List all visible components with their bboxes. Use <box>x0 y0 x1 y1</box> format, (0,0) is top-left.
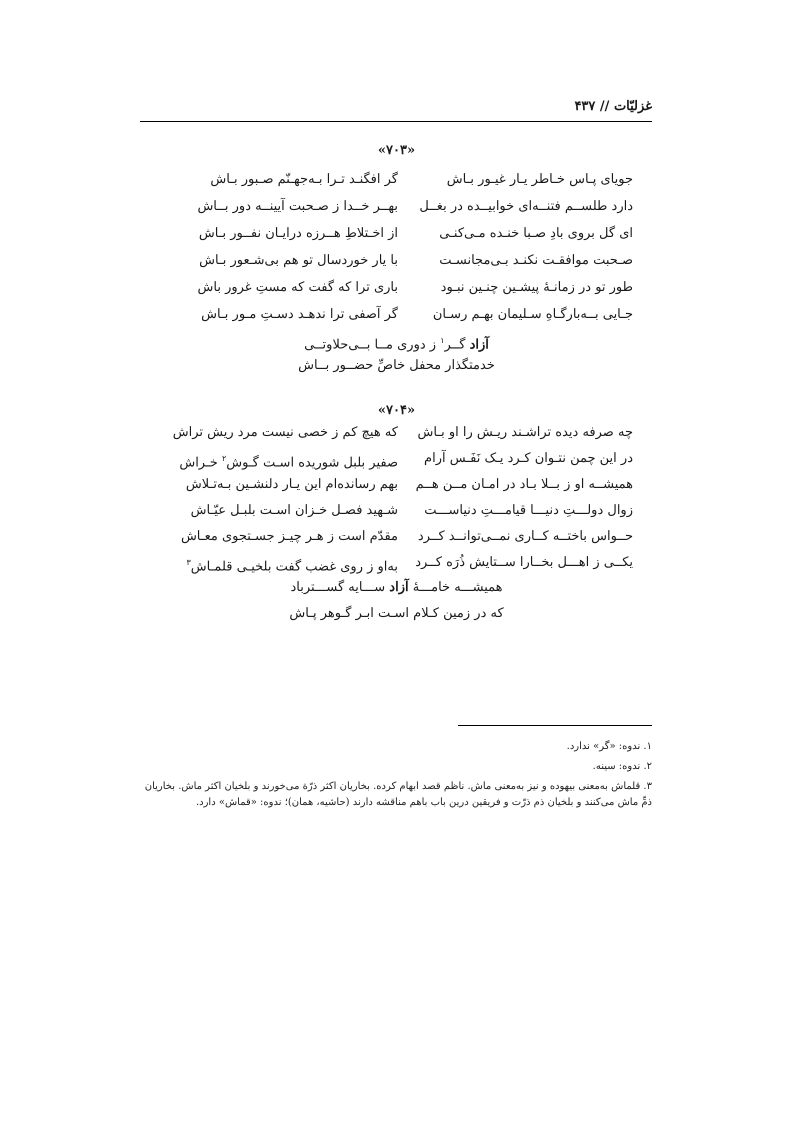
footnote-rule <box>458 725 652 726</box>
ghazal-704-couplet-2-second: صفیر بلبل شوریده اسـت گـوش$^۲$ خـراش <box>179 454 398 471</box>
ghazal-704-couplet-1-second: که هیچ کم ز خصی نیست مرد ریش تراش <box>172 425 398 440</box>
ghazal-704-couplet-6-first: یکــی ز اهـــل بخــارا ســتایش ذُرَه کــرد <box>415 555 633 570</box>
ghazal-704-couplet-3-second: بهم رسانده‌ام این یـار دلنشـین بـه‌تـلاش <box>185 477 398 492</box>
ghazal-704-couplet-5-second: مقدّم است ز هـر چیـز جسـتجوی معـاش <box>180 529 398 544</box>
ghazal-703-couplet-6-second: گر آصفی ترا ندهـد دسـتِ مـور بـاش <box>201 307 398 322</box>
footnote-ref-2: ۲ <box>221 454 227 463</box>
header-rule <box>140 121 652 122</box>
ghazal-704-couplet-6-second: به‌او ز روی غضب گفت بلخیـی قلمـاش$^۳$ <box>186 558 398 575</box>
ghazal-704-couplet-5-first: حــواس باختــه کــاری نمــی‌توانــد کــرد <box>417 529 633 544</box>
ghazal-704-couplet-1-first: چه صرفه دیده تراشـند ریـش را او بـاش <box>417 425 633 440</box>
footnote-3: ۳. قلماش به‌معنی بیهوده و نیز به‌معنی ماش. ناظم قصد ابهام کرده. بخاریان اکثر ذرّة می‌خورند و بلخیان اکثر ماش. بخاریان ذمِّ ماش می‌کنند و بلخیان ذم ذرّت و فریقین درین باب باهم مناقشه دارند (حاشیه، همان)؛ ندوه: «قماش» دارد. <box>144 781 652 808</box>
ghazal-703-couplet-2-first: دارد طلســم فتنــه‌ای خوابیــده در بغــل <box>419 199 633 214</box>
running-header <box>140 98 652 116</box>
header-title: غزلیّات // ۴۳۷ <box>574 99 652 114</box>
ghazal-703-number: «۷۰۳» <box>377 143 416 158</box>
ghazal-703-closing-line-1: آزاد گــر$^۱$ ز دوری مــا بــی‌حلاوتــی <box>304 336 489 353</box>
ghazal-704-couplet-2-first: در این چمن نتـوان کـرد یـک نَفَـس آرام <box>424 451 633 466</box>
ghazal-703-couplet-6-first: جـایی بــه‌بارگـاهِ سـلیمان بهـم رسـان <box>432 307 633 322</box>
ghazal-704-number: «۷۰۴» <box>377 403 416 418</box>
ghazal-703-couplet-3-first: ای گل بروی بادِ صـبا خنـده مـی‌کنـی <box>439 226 633 241</box>
ghazal-704-couplet-4-first: زوال دولـــتِ دنیـــا قیامـــتِ دنیاســـت <box>424 503 633 518</box>
footnote-ref-1: ۱ <box>440 336 445 345</box>
ghazal-703-couplet-4-second: با یار خوردسال تو هم بی‌شـعور بـاش <box>199 253 398 268</box>
ghazal-703-couplet-4-first: صـحبت موافقـت نکنـد بـی‌مجانسـت <box>439 253 633 268</box>
ghazal-704-couplet-4-second: شـهید فصـل خـزان اسـت بلبـل عیّـاش <box>190 503 398 518</box>
ghazal-704-closing-line-1: همیشـــه خامـــهٔ آزاد ســـایه گســـترباد <box>290 580 503 595</box>
footnote-ref-3: ۳ <box>186 558 191 567</box>
ghazal-703-couplet-5-second: باری ترا که گفت که مستِ غرور باش <box>197 280 398 295</box>
ghazal-703-closing-line-2: خدمتگذار محفل خاصِّ حضــور بــاش <box>298 358 495 373</box>
poet-name: آزاد <box>389 580 409 595</box>
ghazal-703-couplet-1-second: گر افگنـد تـرا بـه‌جهـنّم صـبور بـاش <box>210 172 398 187</box>
ghazal-703-couplet-1-first: جویای پـاس خـاطر یـار غیـور بـاش <box>446 172 633 187</box>
footnote-2: ۲. ندوه: سینه. <box>592 761 652 772</box>
ghazal-703-couplet-2-second: بهــر خــدا ز صـحبت آیینــه دور بــاش <box>197 199 398 214</box>
ghazal-703-couplet-5-first: طور تو در زمانـهٔ پیشـین چنـین نبـود <box>440 280 633 295</box>
footnote-1: ۱. ندوه: «گر» ندارد. <box>566 741 652 752</box>
ghazal-703-couplet-3-second: از اخـتلاطِ هــرزه درایـان نفــور بـاش <box>198 226 398 241</box>
ghazal-704-couplet-3-first: همیشــه او ز بــلا بـاد در امـان مــن هــم <box>415 477 633 492</box>
poet-name: آزاد <box>469 337 489 353</box>
ghazal-704-closing-line-2: که در زمین کـلام اسـت ابـر گـوهر پـاش <box>289 606 504 621</box>
